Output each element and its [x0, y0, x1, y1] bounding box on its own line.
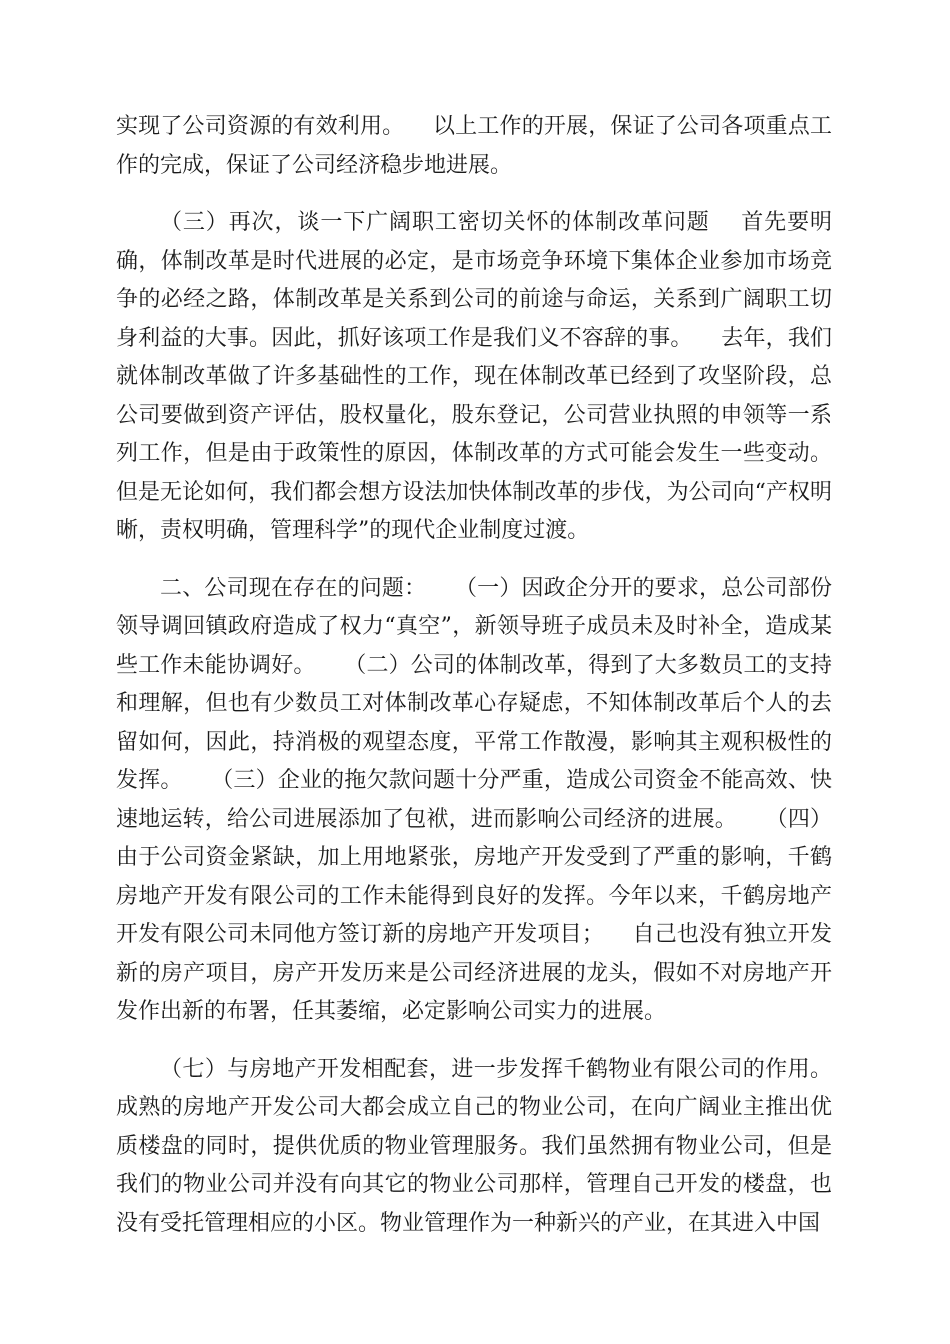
paragraph-4: （七）与房地产开发相配套，进一步发挥千鹤物业有限公司的作用。成熟的房地产开发公司大都会成立自己的物业公司，在向广阔业主推出优质楼盘的同时，提供优质的物业管理服务。我们虽然拥有物业公司，但是我们的物业公司并没有向其它的物业公司那样，管理自己开发的楼盘，也没有受托管理相应的小区。物业管理作为一种新兴的产业，在其进入中国: [116, 1056, 832, 1236]
paragraph-spacer: [116, 185, 832, 204]
paragraph-spacer: [116, 1032, 832, 1051]
paragraph-2: （三）再次，谈一下广阔职工密切关怀的体制改革问题 首先要明确，体制改革是时代进展的必定，是市场竞争环境下集体企业参加市场竞争的必经之路，体制改革是关系到公司的前途与命运，关系到广阔职工切身利益的大事。因此，抓好该项工作是我们义不容辞的事。 去年，我们就体制改革做了许多基础性的工作，现在体制改革已经到了攻坚阶段，总公司要做到资产评估，股权量化，股东登记，公司营业执照的申领等一系列工作，但是由于政策性的原因，体制改革的方式可能会发生一些变动。但是无论如何，我们都会想方设法加快体制改革的步伐，为公司向“产权明晰，责权明确，管理科学”的现代企业制度过渡。: [116, 210, 832, 543]
paragraph-1: 实现了公司资源的有效利用。 以上工作的开展，保证了公司各项重点工作的完成，保证了公司经济稳步地进展。: [116, 114, 832, 178]
paragraph-spacer: [116, 551, 832, 570]
document-body: [116, 108, 832, 1243]
paragraph-3: 二、公司现在存在的问题： （一）因政企分开的要求，总公司部份领导调回镇政府造成了权力“真空”，新领导班子成员未及时补全，造成某些工作未能协调好。 （二）公司的体制改革，得到了大多数员工的支持和理解，但也有少数员工对体制改革心存疑虑，不知体制改革后个人的去留如何，因此，持消极的观望态度，平常工作散漫，影响其主观积极性的发挥。 （三）企业的拖欠款问题十分严重，造成公司资金不能高效、快速地运转，给公司进展添加了包袱，进而影响公司经济的进展。 （四）由于公司资金紧缺，加上用地紧张，房地产开发受到了严重的影响，千鹤房地产开发有限公司的工作未能得到良好的发挥。今年以来，千鹤房地产开发有限公司未同他方签订新的房地产开发项目； 自己也没有独立开发新的房产项目，房产开发历来是公司经济进展的龙头，假如不对房地产开发作出新的布署，任其萎缩，必定影响公司实力的进展。: [116, 575, 832, 1024]
